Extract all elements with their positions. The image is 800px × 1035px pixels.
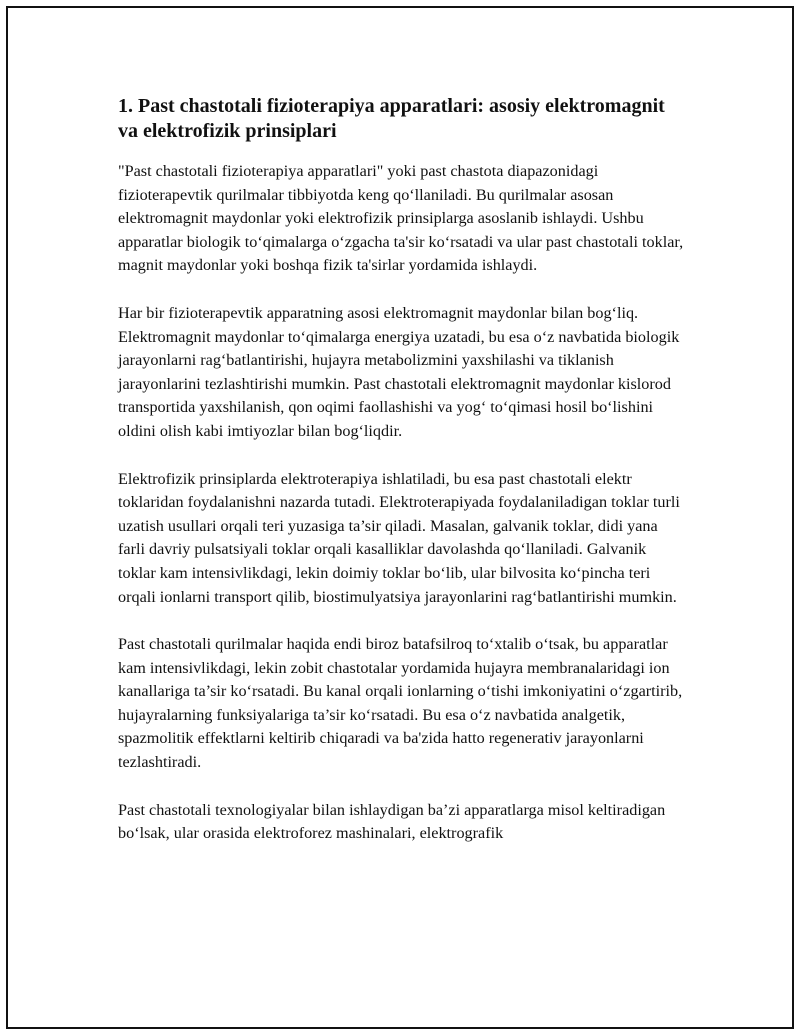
paragraph-4: Past chastotali qurilmalar haqida endi biroz batafsilroq to‘xtalib o‘tsak, bu apparatlar kam intensivlikdagi, lekin zobit chastotalar yordamida hujayra membranalaridagi ion kanallariga ta’sir ko‘rsatadi. Bu kanal orqali ionlarning o‘tishi imkoniyatini o‘zgartirib, hujayralarning funksiyalariga ta’sir ko‘rsatadi. Bu esa o‘z navbatida analgetik, spazmolitik effektlarni keltirib chiqaradi va ba'zida hatto regenerativ jarayonlarni tezlashtiradi. <box>118 635 683 772</box>
document-body <box>118 94 684 870</box>
paragraph-3: Elektrofizik prinsiplarda elektroterapiya ishlatiladi, bu esa past chastotali elektr toklaridan foydalanishni nazarda tutadi. Elektroterapiyada foydalaniladigan toklar turli uzatish usullari orqali teri yuzasiga ta’sir qiladi. Masalan, galvanik toklar, didi yana farli davriy pulsatsiyali toklar orqali kasalliklar davolashda qo‘llaniladi. Galvanik toklar kam intensivlikdagi, lekin doimiy toklar bo‘lib, ular bilvosita ko‘pincha teri orqali ionlarni transport qilib, biostimulyatsiya jarayonlarini rag‘batlantirishi mumkin. <box>118 469 680 606</box>
paragraph-2: Har bir fizioterapevtik apparatning asosi elektromagnit maydonlar bilan bog‘liq. Elektromagnit maydonlar to‘qimalarga energiya uzatadi, bu esa o‘z navbatida biologik jarayonlarni rag‘batlantirishi, hujayra metabolizmini yaxshilashi va tiklanish jarayonlarini tezlashtirishi mumkin. Past chastotali elektromagnit maydonlar kislorod transportida yaxshilanish, qon oqimi faollashishi va yog‘ to‘qimasi hosil bo‘lishini oldini olish kabi imtiyozlar bilan bog‘liqdir. <box>118 303 680 440</box>
paragraph-1: "Past chastotali fizioterapiya apparatlari" yoki past chastota diapazonidagi fizioterapevtik qurilmalar tibbiyotda keng qo‘llaniladi. Bu qurilmalar asosan elektromagnit maydonlar yoki elektrofizik prinsiplarga asoslanib ishlaydi. Ushbu apparatlar biologik to‘qimalarga o‘zgacha ta'sir ko‘rsatadi va ular past chastotali toklar, magnit maydonlar yoki boshqa fizik ta'sirlar yordamida ishlaydi. <box>118 162 684 275</box>
paragraph-5: Past chastotali texnologiyalar bilan ishlaydigan ba’zi apparatlarga misol keltiradigan bo‘lsak, ular orasida elektroforez mashinalari, elektrografik <box>118 800 666 843</box>
section-heading: 1. Past chastotali fizioterapiya apparatlari: asosiy elektromagnit va elektrofizik prinsiplari <box>118 95 665 142</box>
